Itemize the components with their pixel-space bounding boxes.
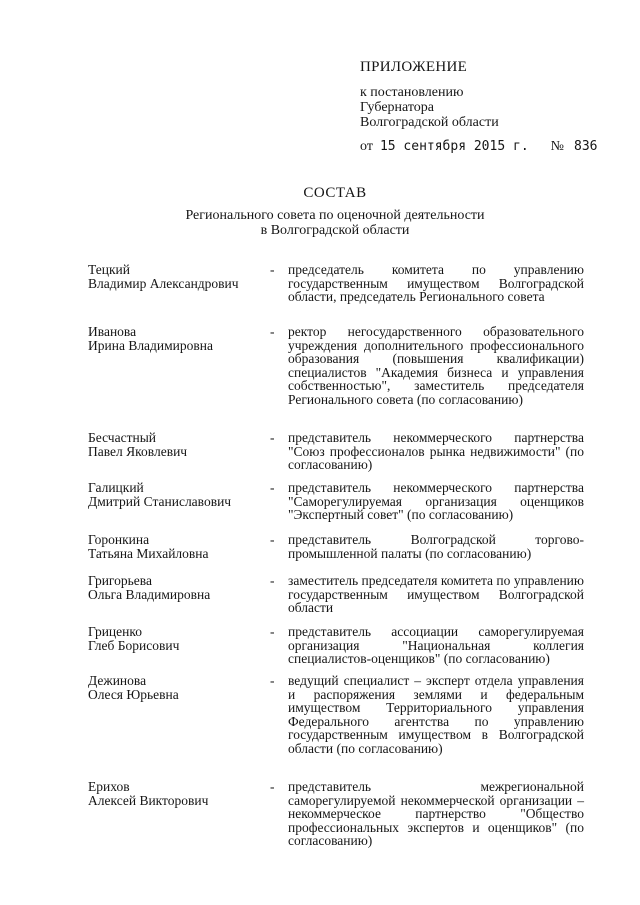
member-surname: Григорьева [88,573,152,588]
appendix-heading: ПРИЛОЖЕНИЕ [360,59,468,75]
member-name [88,574,270,615]
member-entry [88,481,584,522]
member-given-names: Татьяна Михайловна [88,545,209,561]
member-role: представитель межрегиональной саморегулируемой некоммерческой организации – некоммерческое партнерство "Общество профессиональных экспертов и оценщиков" (по согласованию) [288,779,584,849]
subtitle-line-2: в Волгоградской области [260,223,410,238]
member-entry [88,533,584,560]
date-prefix: от [360,139,373,154]
member-dash: - [270,262,275,277]
number-sign: № [550,139,565,154]
member-given-names: Владимир Александрович [88,275,239,291]
member-role: представитель ассоциации саморегулируемая организация "Национальная коллегия специалистов-оценщиков" (по согласованию) [288,624,584,667]
member-surname: Бесчастный [88,430,156,445]
member-name [88,625,270,666]
member-name [88,533,270,560]
member-role: представитель некоммерческого партнерства "Саморегулируемая организация оценщиков "Экспертный совет" (по согласованию) [288,480,584,523]
member-given-names: Дмитрий Станиславович [88,493,232,509]
member-given-names: Алексей Викторович [88,792,209,808]
member-entry [88,674,584,756]
document-title: СОСТАВ [303,185,367,201]
member-surname: Тецкий [88,262,130,277]
member-dash: - [270,573,275,588]
appendix-block [360,60,610,154]
document-subtitle [0,208,640,238]
member-role: представитель Волгоградской торгово-промышленной палаты (по согласованию) [288,532,584,561]
member-name [88,481,270,522]
subtitle-line-1: Регионального совета по оценочной деятельности [185,208,485,223]
member-dash: - [270,532,275,547]
member-role: председатель комитета по управлению государственным имуществом Волгоградской области, председатель Регионального совета [288,262,584,305]
member-name [88,674,270,756]
member-entry [88,780,584,848]
appendix-line-region: Волгоградской области [360,115,499,130]
member-given-names: Олеся Юрьевна [88,686,179,702]
member-given-names: Павел Яковлевич [88,443,188,459]
member-dash: - [270,779,275,794]
member-dash: - [270,624,275,639]
decree-date: 15 сентября 2015 г. [379,139,529,154]
member-dash: - [270,324,275,339]
member-entry [88,325,584,407]
member-name [88,780,270,848]
member-dash: - [270,673,275,688]
member-name [88,325,270,407]
member-surname: Галицкий [88,480,144,495]
decree-number: 836 [574,139,598,154]
member-name [88,431,270,472]
member-given-names: Глеб Борисович [88,637,180,653]
member-given-names: Ирина Владимировна [88,337,214,353]
appendix-line-governor: Губернатора [360,100,435,115]
appendix-line-decree: к постановлению [360,85,464,100]
decree-date-row [360,139,610,154]
member-role: ведущий специалист – эксперт отдела управления и распоряжения землями и федеральным имуществом Территориального управления Федерального агентства по управлению государственным имуществом в Волгоградской области (по согласованию) [288,673,584,756]
member-entry [88,574,584,615]
member-role: представитель некоммерческого партнерства "Союз профессионалов рынка недвижимости" (по согласованию) [288,430,584,473]
member-given-names: Ольга Владимировна [88,586,211,602]
member-surname: Дежинова [88,673,147,688]
member-surname: Гриценко [88,624,142,639]
member-entry [88,263,584,304]
member-dash: - [270,480,275,495]
member-entry [88,431,584,472]
member-surname: Ерихов [88,779,130,794]
member-dash: - [270,430,275,445]
member-role: ректор негосударственного образовательного учреждения дополнительного профессионального образования (повышения квалификации) специалистов "Академия бизнеса и управления собственностью", заместитель председателя Регионального совета (по согласованию) [288,324,584,407]
member-surname: Иванова [88,324,137,339]
member-role: заместитель председателя комитета по управлению государственным имуществом Волгоградской области [288,573,584,616]
member-name [88,263,270,304]
member-entry [88,625,584,666]
member-surname: Горонкина [88,532,150,547]
